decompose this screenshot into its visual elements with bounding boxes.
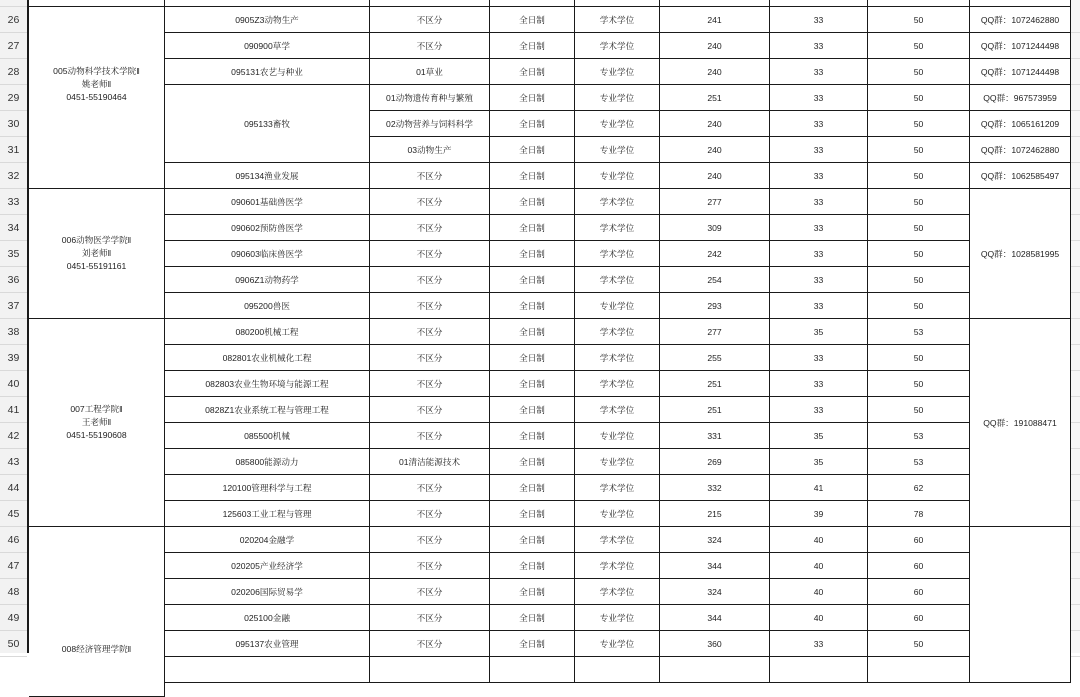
single-subject-score-2-cell: 50 xyxy=(868,59,970,85)
single-subject-score-1-cell: 39 xyxy=(770,501,868,527)
row-number[interactable]: 35 xyxy=(0,241,27,267)
single-subject-score-2-cell: 50 xyxy=(868,7,970,33)
single-subject-score-2-cell: 60 xyxy=(868,605,970,631)
table-cell xyxy=(370,657,490,683)
college-contact-line: 007工程学院‖ xyxy=(70,404,123,414)
gridline xyxy=(1071,188,1080,189)
direction-cell: 不区分 xyxy=(370,397,490,423)
row-number[interactable]: 50 xyxy=(0,631,27,657)
table-cell xyxy=(575,657,660,683)
single-subject-score-2-cell: 50 xyxy=(868,267,970,293)
row-number[interactable]: 41 xyxy=(0,397,27,423)
single-subject-score-2-cell: 50 xyxy=(868,345,970,371)
major-cell: 095200兽医 xyxy=(165,293,370,319)
study-mode-cell: 全日制 xyxy=(490,631,575,657)
direction-cell: 不区分 xyxy=(370,475,490,501)
study-mode-cell: 全日制 xyxy=(490,7,575,33)
qq-group-cell: QQ群：1071244498 xyxy=(970,33,1071,59)
gridline xyxy=(1071,422,1080,423)
study-mode-cell: 全日制 xyxy=(490,215,575,241)
qq-group-cell: QQ群：1072462880 xyxy=(970,7,1071,33)
direction-cell: 01动物遗传育种与繁殖 xyxy=(370,85,490,111)
total-score-cell: 251 xyxy=(660,85,770,111)
college-contact-cell xyxy=(29,527,165,697)
total-score-cell: 242 xyxy=(660,241,770,267)
direction-cell: 01草业 xyxy=(370,59,490,85)
direction-cell: 02动物营养与饲料科学 xyxy=(370,111,490,137)
direction-cell: 不区分 xyxy=(370,319,490,345)
major-cell: 020206国际贸易学 xyxy=(165,579,370,605)
total-score-cell: 331 xyxy=(660,423,770,449)
row-number[interactable]: 47 xyxy=(0,553,27,579)
direction-cell: 不区分 xyxy=(370,423,490,449)
row-number[interactable]: 38 xyxy=(0,319,27,345)
major-cell: 120100管理科学与工程 xyxy=(165,475,370,501)
direction-cell: 不区分 xyxy=(370,7,490,33)
major-cell: 090900草学 xyxy=(165,33,370,59)
direction-cell: 不区分 xyxy=(370,553,490,579)
single-subject-score-2-cell: 53 xyxy=(868,423,970,449)
gridline xyxy=(1071,292,1080,293)
qq-group-cell: QQ群：1072462880 xyxy=(970,137,1071,163)
degree-type-cell: 学术学位 xyxy=(575,33,660,59)
table-cell xyxy=(370,0,490,7)
total-score-cell: 344 xyxy=(660,605,770,631)
single-subject-score-1-cell: 33 xyxy=(770,293,868,319)
row-number[interactable]: 49 xyxy=(0,605,27,631)
gridline xyxy=(1071,344,1080,345)
single-subject-score-2-cell: 50 xyxy=(868,215,970,241)
qq-group-cell: QQ群：967573959 xyxy=(970,85,1071,111)
total-score-cell: 277 xyxy=(660,319,770,345)
row-number[interactable]: 28 xyxy=(0,59,27,85)
college-contact-line: 0451-55190464 xyxy=(66,91,127,102)
study-mode-cell: 全日制 xyxy=(490,527,575,553)
total-score-cell: 215 xyxy=(660,501,770,527)
total-score-cell: 332 xyxy=(660,475,770,501)
degree-type-cell: 学术学位 xyxy=(575,215,660,241)
major-cell: 090602预防兽医学 xyxy=(165,215,370,241)
study-mode-cell: 全日制 xyxy=(490,189,575,215)
gridline xyxy=(1071,578,1080,579)
single-subject-score-1-cell: 35 xyxy=(770,319,868,345)
total-score-cell: 360 xyxy=(660,631,770,657)
study-mode-cell: 全日制 xyxy=(490,33,575,59)
study-mode-cell: 全日制 xyxy=(490,137,575,163)
single-subject-score-2-cell: 53 xyxy=(868,319,970,345)
study-mode-cell: 全日制 xyxy=(490,553,575,579)
qq-group-cell-merged: QQ群：191088471 xyxy=(970,319,1071,527)
single-subject-score-2-cell: 60 xyxy=(868,527,970,553)
college-contact-line: 005动物科学技术学院‖ xyxy=(53,65,140,76)
major-cell: 090601基础兽医学 xyxy=(165,189,370,215)
table-cell xyxy=(970,657,1071,683)
degree-type-cell: 专业学位 xyxy=(575,293,660,319)
table-cell xyxy=(490,657,575,683)
direction-cell: 不区分 xyxy=(370,345,490,371)
total-score-cell: 240 xyxy=(660,33,770,59)
row-number[interactable]: 27 xyxy=(0,33,27,59)
study-mode-cell: 全日制 xyxy=(490,293,575,319)
gridline xyxy=(1071,214,1080,215)
major-cell: 020204金融学 xyxy=(165,527,370,553)
degree-type-cell: 学术学位 xyxy=(575,371,660,397)
table-cell xyxy=(490,0,575,7)
college-contact-line: 姚老师‖ xyxy=(81,78,112,89)
direction-cell: 不区分 xyxy=(370,527,490,553)
direction-cell: 01清洁能源技术 xyxy=(370,449,490,475)
direction-cell: 不区分 xyxy=(370,163,490,189)
gridline xyxy=(1071,656,1080,657)
single-subject-score-1-cell: 35 xyxy=(770,423,868,449)
row-number[interactable]: 40 xyxy=(0,371,27,397)
major-cell: 025100金融 xyxy=(165,605,370,631)
total-score-cell: 344 xyxy=(660,553,770,579)
row-number[interactable]: 29 xyxy=(0,85,27,111)
single-subject-score-2-cell: 50 xyxy=(868,33,970,59)
gridline xyxy=(1071,318,1080,319)
direction-cell: 03动物生产 xyxy=(370,137,490,163)
gridline xyxy=(1071,162,1080,163)
degree-type-cell: 专业学位 xyxy=(575,59,660,85)
study-mode-cell: 全日制 xyxy=(490,605,575,631)
study-mode-cell: 全日制 xyxy=(490,345,575,371)
gridline xyxy=(1071,552,1080,553)
degree-type-cell: 专业学位 xyxy=(575,423,660,449)
study-mode-cell: 全日制 xyxy=(490,501,575,527)
direction-cell: 不区分 xyxy=(370,605,490,631)
total-score-cell: 269 xyxy=(660,449,770,475)
table-cell xyxy=(868,657,970,683)
degree-type-cell: 专业学位 xyxy=(575,163,660,189)
direction-cell: 不区分 xyxy=(370,293,490,319)
college-contact-line: 0451-55190608 xyxy=(66,430,127,440)
total-score-cell: 309 xyxy=(660,215,770,241)
gridline xyxy=(1071,370,1080,371)
study-mode-cell: 全日制 xyxy=(490,579,575,605)
single-subject-score-1-cell: 33 xyxy=(770,189,868,215)
total-score-cell: 240 xyxy=(660,137,770,163)
major-cell: 095134渔业发展 xyxy=(165,163,370,189)
single-subject-score-1-cell: 40 xyxy=(770,579,868,605)
single-subject-score-1-cell: 33 xyxy=(770,345,868,371)
single-subject-score-2-cell: 50 xyxy=(868,137,970,163)
gridline xyxy=(1071,630,1080,631)
gridline xyxy=(1071,396,1080,397)
single-subject-score-2-cell: 50 xyxy=(868,371,970,397)
major-cell-merged: 095133畜牧 xyxy=(165,85,370,163)
table-cell xyxy=(868,0,970,7)
table-cell xyxy=(660,0,770,7)
study-mode-cell: 全日制 xyxy=(490,371,575,397)
single-subject-score-1-cell: 33 xyxy=(770,59,868,85)
row-number[interactable]: 48 xyxy=(0,579,27,605)
college-contact-cell xyxy=(29,319,165,527)
total-score-cell: 240 xyxy=(660,163,770,189)
major-cell: 095137农业管理 xyxy=(165,631,370,657)
single-subject-score-1-cell: 40 xyxy=(770,553,868,579)
total-score-cell: 240 xyxy=(660,111,770,137)
table-cell xyxy=(770,0,868,7)
study-mode-cell: 全日制 xyxy=(490,59,575,85)
study-mode-cell: 全日制 xyxy=(490,397,575,423)
single-subject-score-2-cell: 50 xyxy=(868,189,970,215)
single-subject-score-1-cell: 33 xyxy=(770,215,868,241)
qq-group-cell: QQ群：1065161209 xyxy=(970,111,1071,137)
row-number[interactable]: 26 xyxy=(0,7,27,33)
degree-type-cell: 学术学位 xyxy=(575,189,660,215)
row-number[interactable]: 36 xyxy=(0,267,27,293)
single-subject-score-1-cell: 33 xyxy=(770,397,868,423)
total-score-cell: 277 xyxy=(660,189,770,215)
total-score-cell: 241 xyxy=(660,7,770,33)
major-cell: 085500机械 xyxy=(165,423,370,449)
row-number-partial xyxy=(0,0,27,7)
direction-cell: 不区分 xyxy=(370,189,490,215)
direction-cell: 不区分 xyxy=(370,215,490,241)
total-score-cell: 251 xyxy=(660,371,770,397)
major-cell: 080200机械工程 xyxy=(165,319,370,345)
degree-type-cell: 学术学位 xyxy=(575,475,660,501)
row-number[interactable]: 31 xyxy=(0,137,27,163)
table-cell xyxy=(770,657,868,683)
qq-group-cell: QQ群：1062585497 xyxy=(970,163,1071,189)
major-cell: 085800能源动力 xyxy=(165,449,370,475)
study-mode-cell: 全日制 xyxy=(490,475,575,501)
single-subject-score-1-cell: 33 xyxy=(770,631,868,657)
next-column-strip xyxy=(1071,0,1080,653)
gridline xyxy=(1071,110,1080,111)
single-subject-score-2-cell: 50 xyxy=(868,397,970,423)
gridline xyxy=(1071,500,1080,501)
college-contact-line: 0451-55191161 xyxy=(66,261,127,271)
table-cell xyxy=(165,0,370,7)
gridline xyxy=(1071,604,1080,605)
degree-type-cell: 专业学位 xyxy=(575,137,660,163)
table-cell xyxy=(660,657,770,683)
degree-type-cell: 学术学位 xyxy=(575,267,660,293)
row-number[interactable]: 43 xyxy=(0,449,27,475)
gridline xyxy=(1071,58,1080,59)
college-contact-line: 王老师‖ xyxy=(81,417,112,427)
gridline xyxy=(1071,136,1080,137)
degree-type-cell: 学术学位 xyxy=(575,553,660,579)
single-subject-score-1-cell: 33 xyxy=(770,7,868,33)
single-subject-score-2-cell: 60 xyxy=(868,553,970,579)
study-mode-cell: 全日制 xyxy=(490,267,575,293)
college-contact-line: 刘老师‖ xyxy=(81,248,112,258)
single-subject-score-1-cell: 33 xyxy=(770,371,868,397)
row-number[interactable]: 34 xyxy=(0,215,27,241)
row-number[interactable]: 44 xyxy=(0,475,27,501)
total-score-cell: 240 xyxy=(660,59,770,85)
gridline xyxy=(1071,448,1080,449)
single-subject-score-2-cell: 60 xyxy=(868,579,970,605)
row-number[interactable]: 46 xyxy=(0,527,27,553)
study-mode-cell: 全日制 xyxy=(490,423,575,449)
gridline xyxy=(1071,474,1080,475)
direction-cell: 不区分 xyxy=(370,579,490,605)
degree-type-cell: 学术学位 xyxy=(575,241,660,267)
row-number[interactable]: 32 xyxy=(0,163,27,189)
study-mode-cell: 全日制 xyxy=(490,85,575,111)
single-subject-score-1-cell: 33 xyxy=(770,33,868,59)
college-contact-line: 008经济管理学院‖ xyxy=(61,644,132,654)
single-subject-score-2-cell: 50 xyxy=(868,163,970,189)
single-subject-score-1-cell: 33 xyxy=(770,267,868,293)
row-number[interactable]: 33 xyxy=(0,189,27,215)
major-cell: 095131农艺与种业 xyxy=(165,59,370,85)
major-cell: 0905Z3动物生产 xyxy=(165,7,370,33)
total-score-cell: 251 xyxy=(660,397,770,423)
degree-type-cell: 专业学位 xyxy=(575,85,660,111)
single-subject-score-1-cell: 33 xyxy=(770,241,868,267)
major-cell: 082803农业生物环境与能源工程 xyxy=(165,371,370,397)
major-cell: 125603工业工程与管理 xyxy=(165,501,370,527)
degree-type-cell: 学术学位 xyxy=(575,7,660,33)
single-subject-score-2-cell: 62 xyxy=(868,475,970,501)
qq-group-cell: QQ群：1071244498 xyxy=(970,59,1071,85)
degree-type-cell: 专业学位 xyxy=(575,111,660,137)
gridline xyxy=(1071,266,1080,267)
single-subject-score-1-cell: 41 xyxy=(770,475,868,501)
study-mode-cell: 全日制 xyxy=(490,111,575,137)
degree-type-cell: 专业学位 xyxy=(575,631,660,657)
major-cell: 0906Z1动物药学 xyxy=(165,267,370,293)
total-score-cell: 324 xyxy=(660,527,770,553)
college-contact-cell xyxy=(29,189,165,319)
degree-type-cell: 学术学位 xyxy=(575,397,660,423)
major-cell: 082801农业机械化工程 xyxy=(165,345,370,371)
major-cell: 0828Z1农业系统工程与管理工程 xyxy=(165,397,370,423)
single-subject-score-2-cell: 50 xyxy=(868,293,970,319)
college-contact-line: 006动物医学学院‖ xyxy=(61,235,132,245)
degree-type-cell: 学术学位 xyxy=(575,579,660,605)
single-subject-score-1-cell: 40 xyxy=(770,527,868,553)
single-subject-score-1-cell: 33 xyxy=(770,111,868,137)
gridline xyxy=(1071,240,1080,241)
qq-group-cell-merged: QQ群：1028581995 xyxy=(970,189,1071,319)
degree-type-cell: 专业学位 xyxy=(575,501,660,527)
direction-cell: 不区分 xyxy=(370,631,490,657)
degree-type-cell: 学术学位 xyxy=(575,319,660,345)
study-mode-cell: 全日制 xyxy=(490,319,575,345)
single-subject-score-2-cell: 50 xyxy=(868,631,970,657)
single-subject-score-1-cell: 35 xyxy=(770,449,868,475)
single-subject-score-2-cell: 78 xyxy=(868,501,970,527)
single-subject-score-2-cell: 50 xyxy=(868,241,970,267)
table-cell xyxy=(970,0,1071,7)
total-score-cell: 293 xyxy=(660,293,770,319)
gridline xyxy=(1071,526,1080,527)
major-cell: 020205产业经济学 xyxy=(165,553,370,579)
table-cell xyxy=(575,0,660,7)
single-subject-score-2-cell: 50 xyxy=(868,111,970,137)
total-score-cell: 255 xyxy=(660,345,770,371)
major-cell: 090603临床兽医学 xyxy=(165,241,370,267)
row-number[interactable]: 37 xyxy=(0,293,27,319)
direction-cell: 不区分 xyxy=(370,501,490,527)
row-number[interactable]: 39 xyxy=(0,345,27,371)
total-score-cell: 254 xyxy=(660,267,770,293)
degree-type-cell: 专业学位 xyxy=(575,605,660,631)
direction-cell: 不区分 xyxy=(370,33,490,59)
single-subject-score-1-cell: 40 xyxy=(770,605,868,631)
direction-cell: 不区分 xyxy=(370,241,490,267)
single-subject-score-2-cell: 50 xyxy=(868,85,970,111)
single-subject-score-1-cell: 33 xyxy=(770,163,868,189)
single-subject-score-2-cell: 53 xyxy=(868,449,970,475)
gridline xyxy=(1071,32,1080,33)
degree-type-cell: 专业学位 xyxy=(575,449,660,475)
degree-type-cell: 学术学位 xyxy=(575,527,660,553)
single-subject-score-1-cell: 33 xyxy=(770,85,868,111)
row-number[interactable]: 30 xyxy=(0,111,27,137)
table-cell xyxy=(165,657,370,683)
degree-type-cell: 学术学位 xyxy=(575,345,660,371)
total-score-cell: 324 xyxy=(660,579,770,605)
direction-cell: 不区分 xyxy=(370,267,490,293)
gridline xyxy=(1071,84,1080,85)
study-mode-cell: 全日制 xyxy=(490,241,575,267)
study-mode-cell: 全日制 xyxy=(490,163,575,189)
row-number[interactable]: 45 xyxy=(0,501,27,527)
single-subject-score-1-cell: 33 xyxy=(770,137,868,163)
row-number[interactable]: 42 xyxy=(0,423,27,449)
college-contact-cell xyxy=(29,0,165,189)
study-mode-cell: 全日制 xyxy=(490,449,575,475)
direction-cell: 不区分 xyxy=(370,371,490,397)
